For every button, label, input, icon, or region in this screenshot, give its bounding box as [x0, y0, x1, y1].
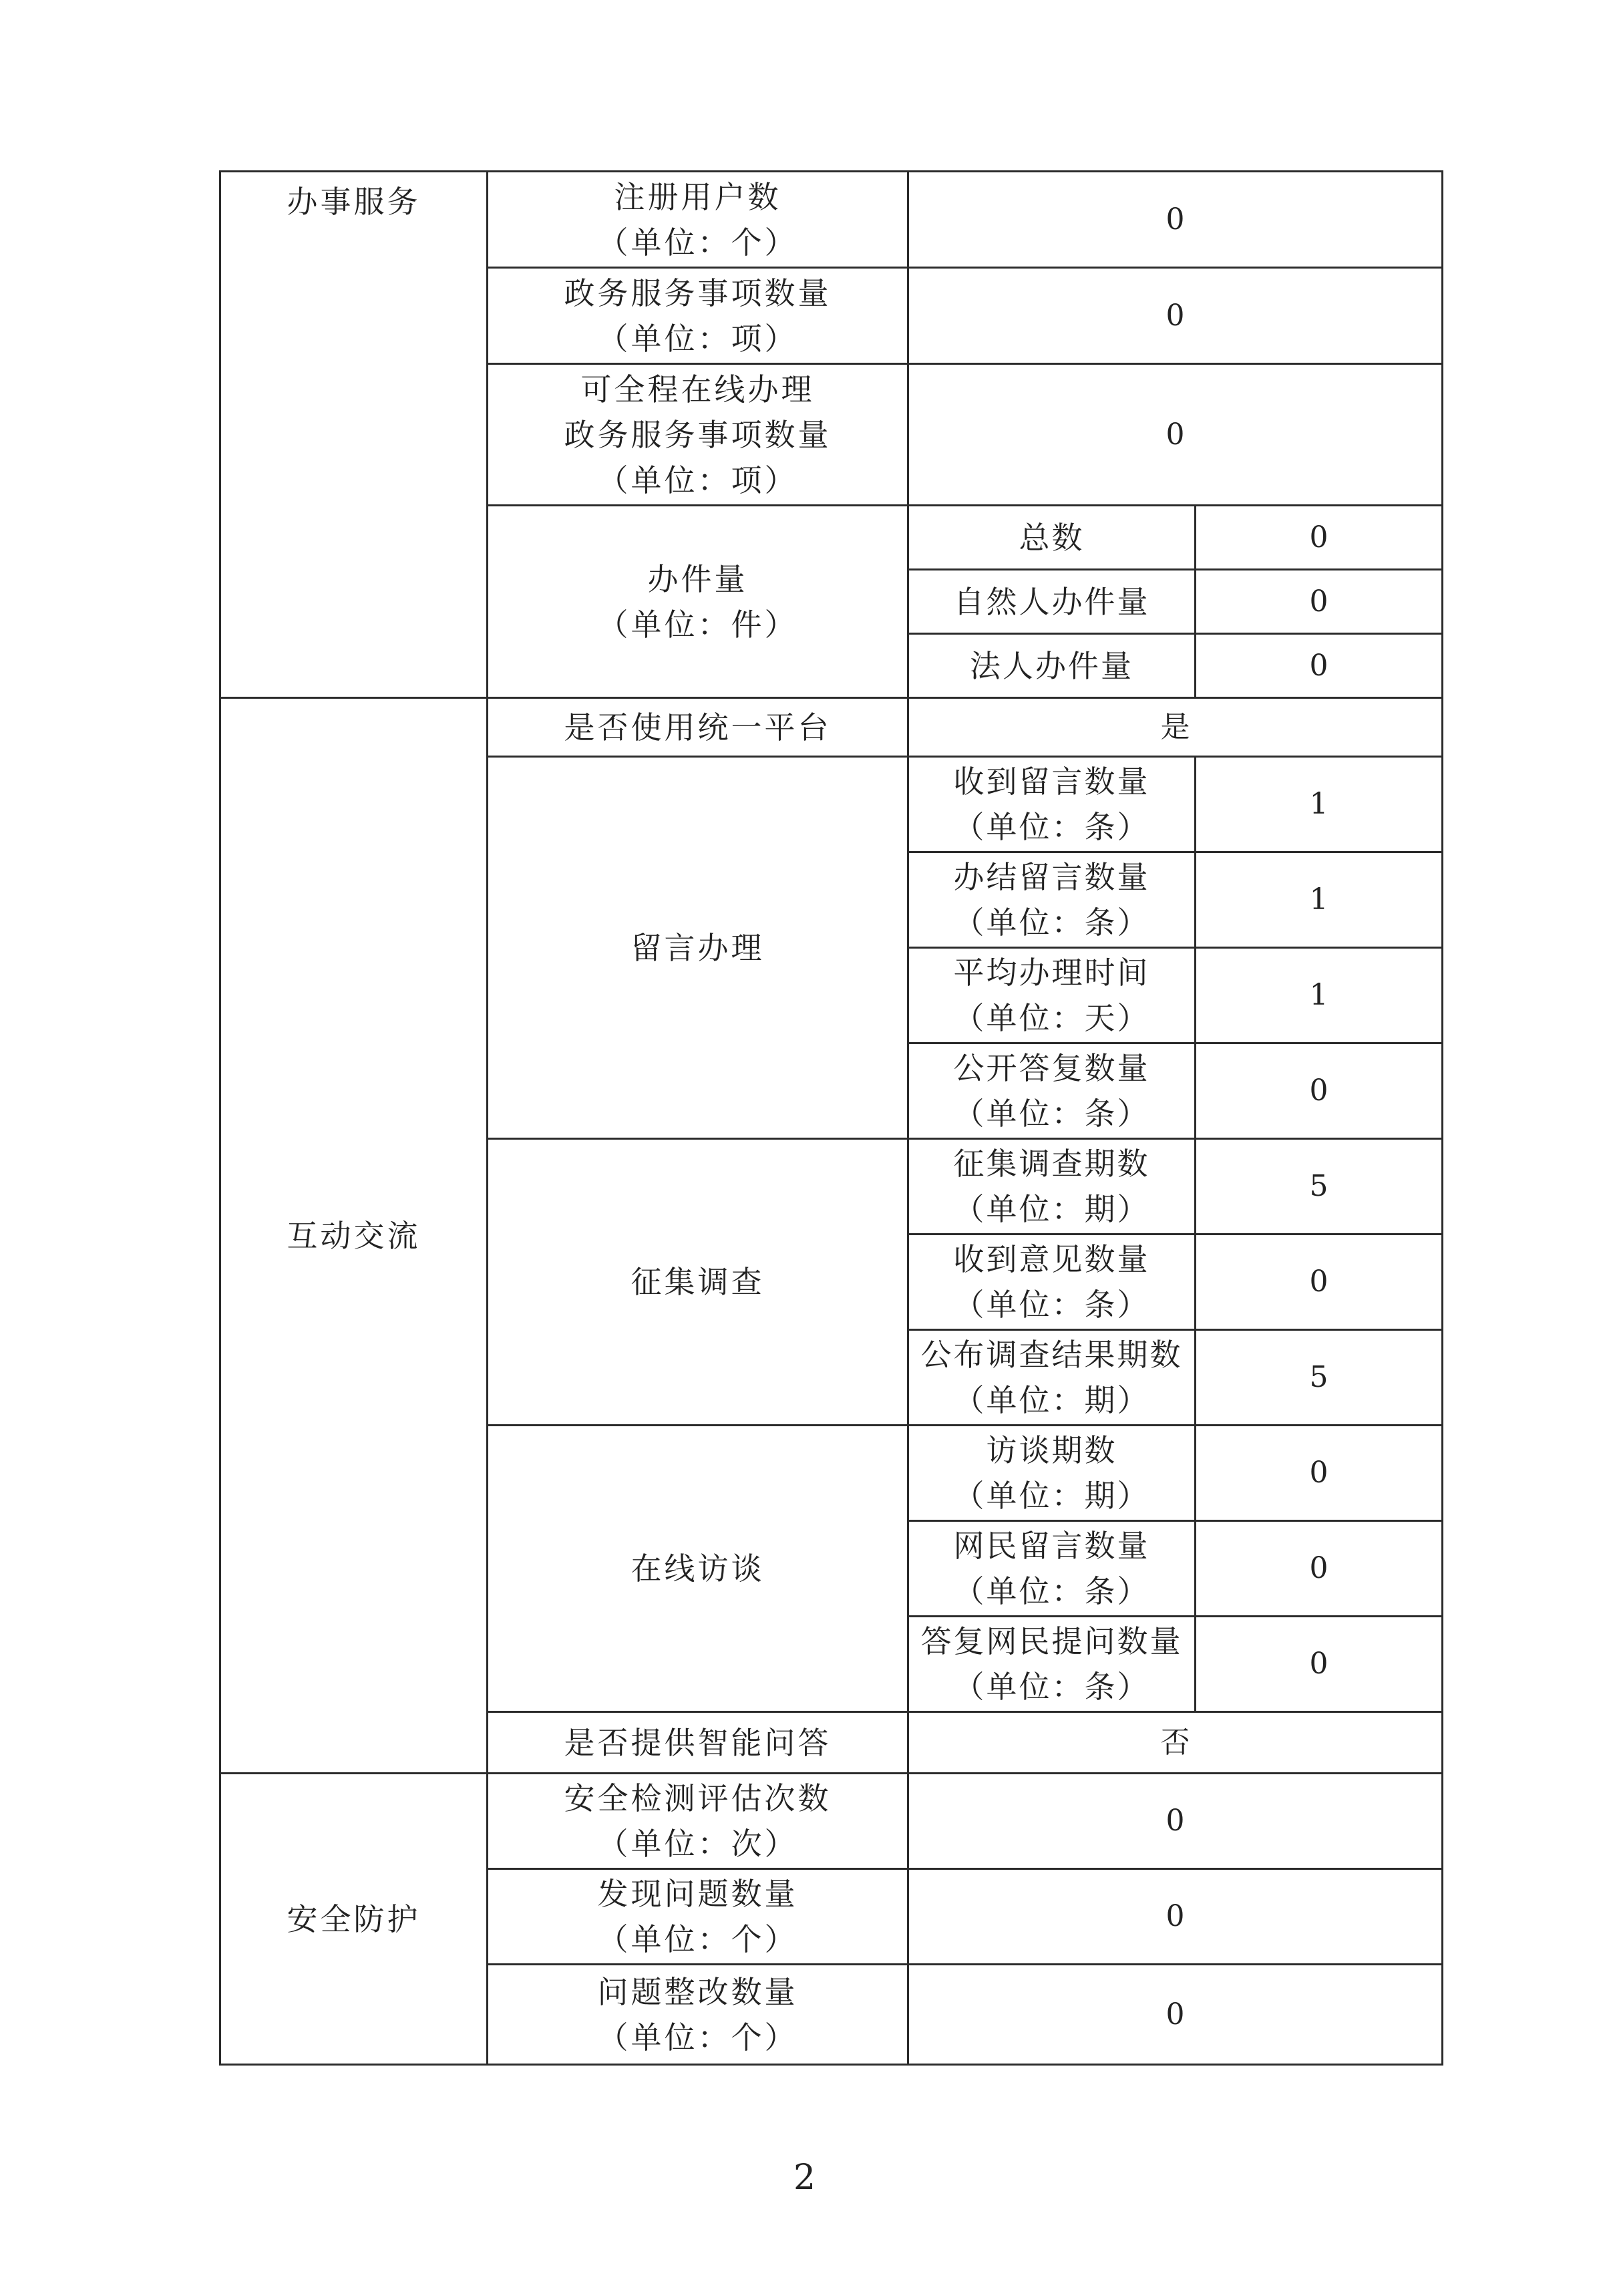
sub-label	[908, 1617, 1196, 1712]
sub-label: 自然人办件量	[908, 570, 1196, 634]
unit-text: （单位：条）	[953, 809, 1150, 845]
label-text: 办件量	[647, 560, 748, 597]
row-value: 0	[908, 1965, 1443, 2065]
unit-text: （单位：项）	[597, 320, 798, 357]
row-label	[488, 172, 908, 268]
sub-value: 0	[1196, 1617, 1443, 1712]
category-service	[220, 172, 488, 698]
row-label	[488, 506, 908, 698]
row-label	[488, 1869, 908, 1965]
row-value: 0	[908, 1774, 1443, 1869]
unit-text: （单位：期）	[953, 1191, 1150, 1227]
unit-text: （单位：条）	[953, 1287, 1150, 1323]
label-text: 收到意见数量	[953, 1241, 1150, 1277]
sub-value: 0	[1196, 570, 1443, 634]
label-text: 公布调查结果期数	[920, 1337, 1183, 1373]
sub-value: 1	[1196, 948, 1443, 1043]
sub-value: 0	[1196, 1043, 1443, 1139]
unit-text: （单位：个）	[597, 2019, 798, 2056]
table-row	[220, 1774, 1443, 1869]
unit-text: （单位：个）	[597, 224, 798, 261]
label-text: 答复网民提问数量	[920, 1623, 1183, 1659]
page-number: 2	[793, 2158, 816, 2198]
label-text: 发现问题数量	[597, 1876, 798, 1912]
label-text: 可全程在线办理	[580, 371, 815, 407]
sub-label	[908, 1330, 1196, 1426]
sub-label: 法人办件量	[908, 634, 1196, 698]
table-row	[220, 698, 1443, 757]
sub-label: 总数	[908, 506, 1196, 570]
row-label: 征集调查	[488, 1139, 908, 1426]
sub-value: 0	[1196, 634, 1443, 698]
label-text: 平均办理时间	[953, 955, 1150, 991]
sub-value: 5	[1196, 1139, 1443, 1235]
label-text: 问题整改数量	[597, 1973, 798, 2010]
category-label: 安全防护	[287, 1901, 421, 1937]
row-value: 0	[908, 172, 1443, 268]
row-label	[488, 1965, 908, 2065]
unit-text: （单位：项）	[597, 462, 798, 498]
label-text: 访谈期数	[986, 1432, 1117, 1468]
label-text: 政务服务事项数量	[564, 416, 832, 453]
sub-label	[908, 1521, 1196, 1617]
category-security	[220, 1774, 488, 2065]
category-interaction	[220, 698, 488, 1774]
label-text: 办结留言数量	[953, 859, 1150, 895]
label-text: 注册用户数	[614, 178, 781, 215]
sub-value: 5	[1196, 1330, 1443, 1426]
label-text: 收到留言数量	[953, 764, 1150, 800]
sub-label	[908, 757, 1196, 852]
unit-text: （单位：次）	[597, 1826, 798, 1862]
unit-text: （单位：个）	[597, 1921, 798, 1957]
sub-label	[908, 852, 1196, 948]
row-label: 留言办理	[488, 757, 908, 1139]
label-text: 网民留言数量	[953, 1528, 1150, 1564]
sub-value: 0	[1196, 1235, 1443, 1330]
unit-text: （单位：条）	[953, 1096, 1150, 1132]
table-row	[220, 172, 1443, 268]
row-value: 是	[908, 698, 1443, 757]
unit-text: （单位：期）	[953, 1382, 1150, 1418]
row-label: 是否使用统一平台	[488, 698, 908, 757]
label-text: 政务服务事项数量	[564, 275, 832, 311]
sub-value: 0	[1196, 1426, 1443, 1521]
unit-text: （单位：件）	[597, 606, 798, 643]
unit-text: （单位：条）	[953, 1669, 1150, 1705]
row-label: 在线访谈	[488, 1426, 908, 1712]
row-label: 是否提供智能问答	[488, 1712, 908, 1774]
sub-value: 0	[1196, 1521, 1443, 1617]
category-label: 办事服务	[287, 184, 421, 220]
row-label	[488, 1774, 908, 1869]
row-value: 0	[908, 1869, 1443, 1965]
label-text: 安全检测评估次数	[564, 1780, 832, 1816]
statistics-table	[219, 170, 1443, 2066]
sub-label	[908, 1235, 1196, 1330]
sub-label	[908, 1139, 1196, 1235]
sub-value: 1	[1196, 757, 1443, 852]
label-text: 公开答复数量	[953, 1050, 1150, 1086]
sub-label	[908, 1426, 1196, 1521]
unit-text: （单位：期）	[953, 1478, 1150, 1514]
row-label	[488, 268, 908, 364]
unit-text: （单位：天）	[953, 1000, 1150, 1036]
unit-text: （单位：条）	[953, 1573, 1150, 1609]
label-text: 征集调查期数	[953, 1146, 1150, 1182]
row-label	[488, 364, 908, 506]
unit-text: （单位：条）	[953, 905, 1150, 941]
row-value: 0	[908, 268, 1443, 364]
sub-label	[908, 1043, 1196, 1139]
sub-value: 1	[1196, 852, 1443, 948]
sub-value: 0	[1196, 506, 1443, 570]
sub-label	[908, 948, 1196, 1043]
row-value: 否	[908, 1712, 1443, 1774]
category-label: 互动交流	[287, 1217, 421, 1254]
row-value: 0	[908, 364, 1443, 506]
